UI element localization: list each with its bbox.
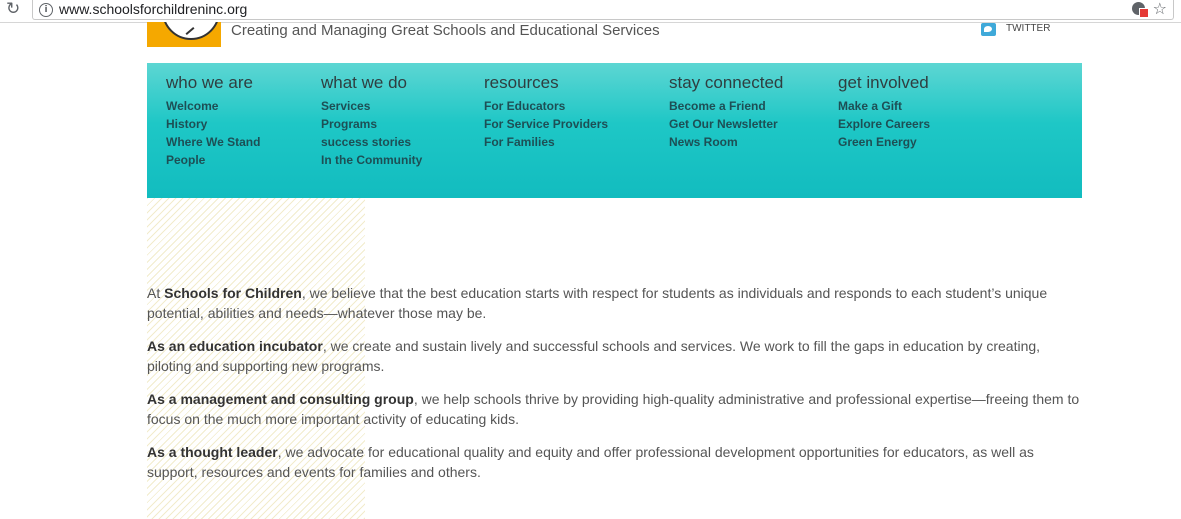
nav-link-history[interactable]: History bbox=[166, 117, 208, 131]
nav-link-make-a-gift[interactable]: Make a Gift bbox=[838, 99, 903, 113]
management-paragraph: As a management and consulting group, we help schools thrive by providing high-quality administrative and professional expertise—freeing them to focus on the much more important activity of educating kids. bbox=[147, 391, 1080, 427]
logo[interactable] bbox=[147, 22, 221, 47]
nav-column-stay-connected bbox=[669, 73, 783, 151]
nav-link-in-the-community[interactable]: In the Community bbox=[321, 153, 423, 167]
thought-leader-paragraph: As a thought leader, we advocate for educational quality and equity and offer professional development opportunities for educators, as well as support, resources and events for families and others. bbox=[147, 444, 1034, 480]
nav-link-for-families[interactable]: For Families bbox=[484, 135, 555, 149]
nav-column-get-involved bbox=[838, 73, 930, 151]
nav-heading[interactable]: who we are bbox=[166, 73, 253, 92]
nav-link-people[interactable]: People bbox=[166, 153, 206, 167]
nav-column-what-we-do bbox=[321, 73, 422, 169]
nav-column-resources bbox=[484, 73, 608, 151]
nav-heading[interactable]: get involved bbox=[838, 73, 929, 92]
nav-link-for-service-providers[interactable]: For Service Providers bbox=[484, 117, 609, 131]
nav-link-for-educators[interactable]: For Educators bbox=[484, 99, 566, 113]
nav-link-news-room[interactable]: News Room bbox=[669, 135, 738, 149]
url-text[interactable]: www.schoolsforchildreninc.org bbox=[59, 1, 248, 17]
intro-content bbox=[147, 283, 1087, 495]
nav-link-green-energy[interactable]: Green Energy bbox=[838, 135, 917, 149]
nav-link-explore-careers[interactable]: Explore Careers bbox=[838, 117, 931, 131]
reload-icon[interactable]: ↻ bbox=[6, 0, 21, 19]
nav-link-welcome[interactable]: Welcome bbox=[166, 99, 219, 113]
nav-column-who-we-are bbox=[166, 73, 260, 169]
extension-icon[interactable] bbox=[1132, 2, 1147, 17]
twitter-link[interactable]: TWITTER bbox=[1006, 23, 1051, 34]
nav-link-success-stories[interactable]: success stories bbox=[321, 135, 412, 149]
browser-toolbar bbox=[0, 0, 1181, 23]
incubator-paragraph: As an education incubator, we create and sustain lively and successful schools and services. We work to fill the gaps in education by creating, piloting and supporting new programs. bbox=[147, 338, 1041, 374]
star-icon[interactable]: ☆ bbox=[1152, 0, 1167, 18]
twitter-icon[interactable] bbox=[981, 23, 996, 36]
intro-paragraph: At Schools for Children, we believe that the best education starts with respect for students as individuals and responds to each student’s unique potential, abilities and needs—whatever those may be. bbox=[147, 285, 1048, 321]
site-tagline: Creating and Managing Great Schools and Educational Services bbox=[231, 22, 660, 39]
main-navigation bbox=[147, 63, 1082, 198]
nav-heading[interactable]: stay connected bbox=[669, 73, 784, 92]
nav-link-get-our-newsletter[interactable]: Get Our Newsletter bbox=[669, 117, 778, 131]
info-icon[interactable]: i bbox=[39, 3, 53, 17]
nav-link-become-a-friend[interactable]: Become a Friend bbox=[669, 99, 766, 113]
address-bar[interactable] bbox=[32, 0, 1174, 20]
nav-link-services[interactable]: Services bbox=[321, 99, 371, 113]
nav-link-programs[interactable]: Programs bbox=[321, 117, 378, 131]
nav-heading[interactable]: what we do bbox=[321, 73, 407, 92]
nav-link-where-we-stand[interactable]: Where We Stand bbox=[166, 135, 261, 149]
nav-heading[interactable]: resources bbox=[484, 73, 559, 92]
